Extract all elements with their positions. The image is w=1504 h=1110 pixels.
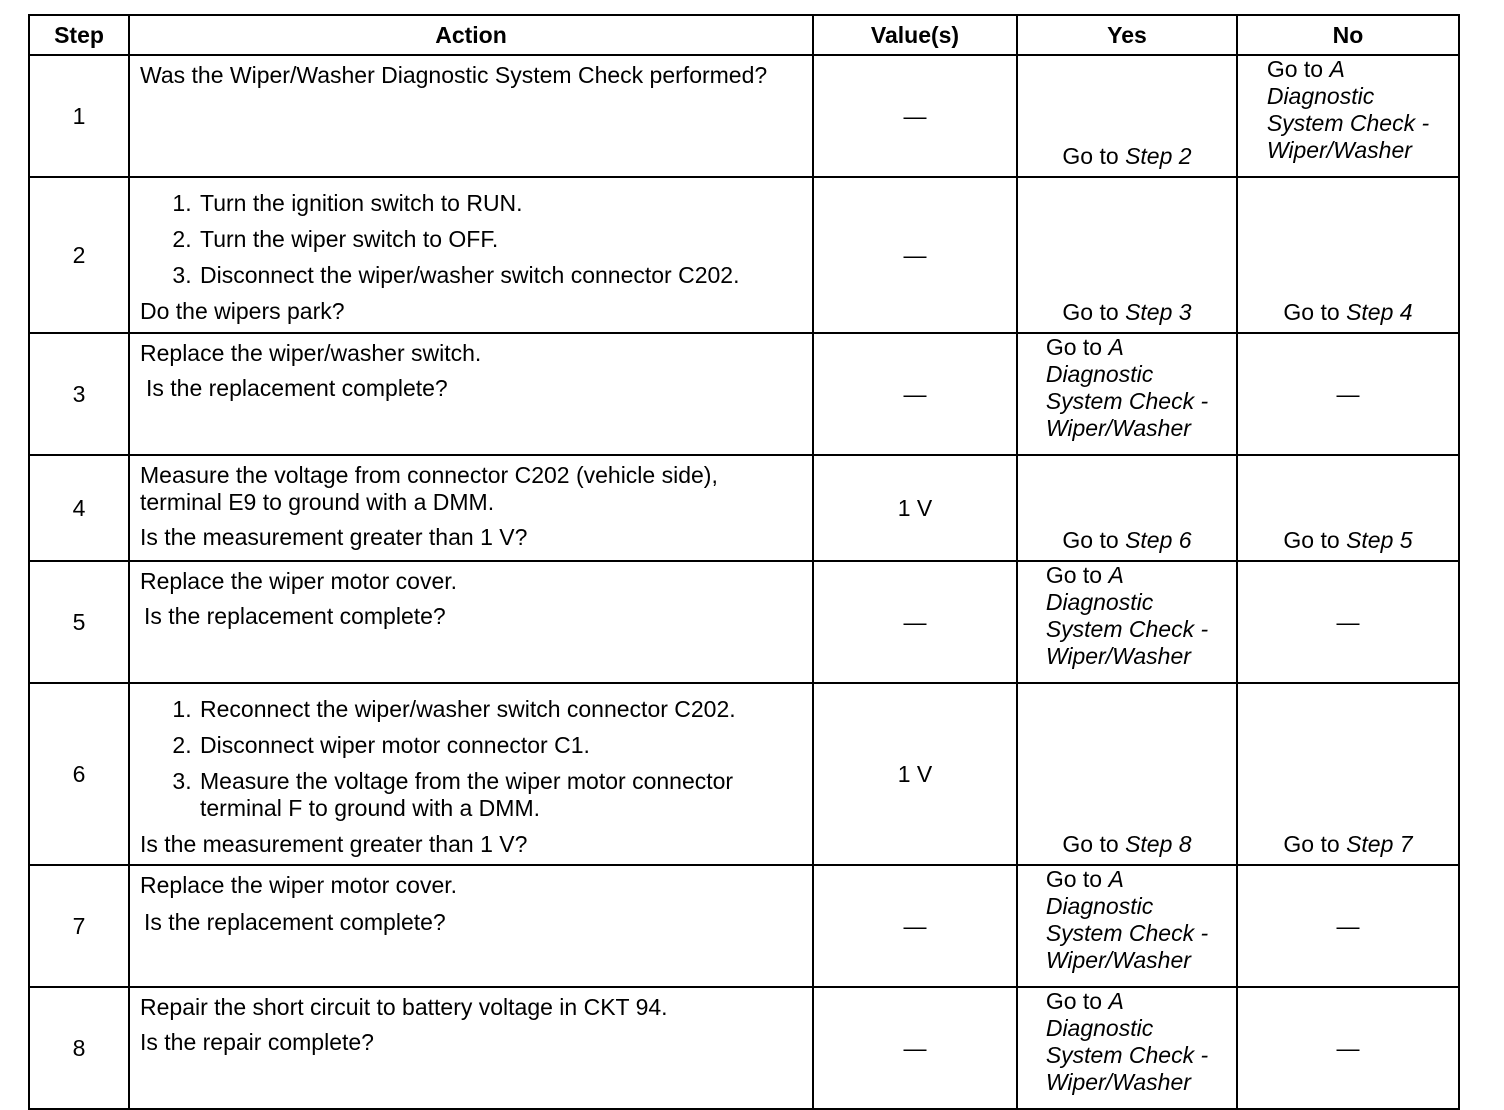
action-question: Is the replacement complete? bbox=[146, 375, 448, 401]
header-row bbox=[29, 15, 1459, 55]
action-cell bbox=[129, 561, 813, 683]
action-statement: Replace the wiper motor cover. bbox=[140, 872, 458, 898]
yes-link-diagnostic-check[interactable]: Go to A Diagnostic System Check - Wiper/Washer bbox=[1045, 988, 1209, 1095]
action-question: Is the repair complete? bbox=[140, 1029, 374, 1055]
diagnostic-table bbox=[28, 14, 1460, 1110]
value-cell: 1 V bbox=[813, 455, 1017, 561]
header-step: Step bbox=[29, 15, 129, 55]
action-question: Do the wipers park? bbox=[140, 298, 345, 324]
list-item: 2. Disconnect wiper motor connector C1. bbox=[198, 732, 802, 759]
no-link[interactable]: Go to Step 7 bbox=[1283, 831, 1413, 857]
yes-cell bbox=[1017, 561, 1237, 683]
action-cell bbox=[129, 455, 813, 561]
no-cell: — bbox=[1237, 865, 1459, 987]
step-number: 2 bbox=[29, 177, 129, 333]
step-number: 5 bbox=[29, 561, 129, 683]
yes-cell bbox=[1017, 683, 1237, 865]
yes-link[interactable]: Go to Step 2 bbox=[1062, 143, 1192, 169]
action-question: Is the measurement greater than 1 V? bbox=[140, 831, 528, 857]
step-number: 4 bbox=[29, 455, 129, 561]
value-cell: — bbox=[813, 865, 1017, 987]
action-steps-list bbox=[140, 190, 802, 289]
no-link[interactable]: Go to Step 4 bbox=[1283, 299, 1413, 325]
step-number: 7 bbox=[29, 865, 129, 987]
action-question: Is the replacement complete? bbox=[144, 603, 446, 629]
action-question: Is the replacement complete? bbox=[144, 909, 446, 935]
action-statement: Replace the wiper motor cover. bbox=[140, 568, 458, 594]
list-item: 2. Turn the wiper switch to OFF. bbox=[198, 226, 802, 253]
action-cell bbox=[129, 987, 813, 1109]
header-action: Action bbox=[129, 15, 813, 55]
table-row bbox=[29, 865, 1459, 987]
action-cell bbox=[129, 865, 813, 987]
no-cell: — bbox=[1237, 561, 1459, 683]
yes-link-diagnostic-check[interactable]: Go to A Diagnostic System Check - Wiper/Washer bbox=[1045, 866, 1209, 973]
action-question: Was the Wiper/Washer Diagnostic System Check performed? bbox=[140, 62, 768, 88]
value-cell: — bbox=[813, 177, 1017, 333]
yes-link[interactable]: Go to Step 6 bbox=[1062, 527, 1192, 553]
header-no: No bbox=[1237, 15, 1459, 55]
yes-cell bbox=[1017, 177, 1237, 333]
no-cell bbox=[1237, 177, 1459, 333]
action-cell bbox=[129, 683, 813, 865]
step-number: 6 bbox=[29, 683, 129, 865]
yes-link-diagnostic-check[interactable]: Go to A Diagnostic System Check - Wiper/Washer bbox=[1045, 334, 1209, 441]
action-statement: Measure the voltage from connector C202 (vehicle side), terminal E9 to ground with a DMM. bbox=[140, 462, 718, 515]
table-row bbox=[29, 683, 1459, 865]
action-cell bbox=[129, 177, 813, 333]
no-cell bbox=[1237, 455, 1459, 561]
header-yes: Yes bbox=[1017, 15, 1237, 55]
list-item: 1. Turn the ignition switch to RUN. bbox=[198, 190, 802, 217]
action-statement: Repair the short circuit to battery voltage in CKT 94. bbox=[140, 994, 668, 1020]
header-values: Value(s) bbox=[813, 15, 1017, 55]
table-row bbox=[29, 561, 1459, 683]
action-cell bbox=[129, 55, 813, 177]
no-cell: — bbox=[1237, 333, 1459, 455]
table-row bbox=[29, 987, 1459, 1109]
yes-cell bbox=[1017, 55, 1237, 177]
value-cell: 1 V bbox=[813, 683, 1017, 865]
yes-link[interactable]: Go to Step 3 bbox=[1062, 299, 1192, 325]
no-cell bbox=[1237, 55, 1459, 177]
list-item: 3. Disconnect the wiper/washer switch connector C202. bbox=[198, 262, 802, 289]
yes-cell bbox=[1017, 333, 1237, 455]
action-question: Is the measurement greater than 1 V? bbox=[140, 524, 528, 550]
list-item: 1. Reconnect the wiper/washer switch connector C202. bbox=[198, 696, 802, 723]
step-number: 3 bbox=[29, 333, 129, 455]
action-statement: Replace the wiper/washer switch. bbox=[140, 340, 482, 366]
value-cell: — bbox=[813, 987, 1017, 1109]
action-steps-list bbox=[140, 696, 802, 822]
yes-link[interactable]: Go to Step 8 bbox=[1062, 831, 1192, 857]
list-item: 3. Measure the voltage from the wiper motor connector terminal F to ground with a DMM. bbox=[198, 768, 802, 822]
value-cell: — bbox=[813, 333, 1017, 455]
yes-cell bbox=[1017, 455, 1237, 561]
yes-link-diagnostic-check[interactable]: Go to A Diagnostic System Check - Wiper/Washer bbox=[1045, 562, 1209, 669]
step-number: 8 bbox=[29, 987, 129, 1109]
value-cell: — bbox=[813, 55, 1017, 177]
table-row bbox=[29, 177, 1459, 333]
action-cell bbox=[129, 333, 813, 455]
yes-cell bbox=[1017, 865, 1237, 987]
value-cell: — bbox=[813, 561, 1017, 683]
table-row bbox=[29, 333, 1459, 455]
no-cell: — bbox=[1237, 987, 1459, 1109]
no-link-diagnostic-check[interactable]: Go to A Diagnostic System Check - Wiper/Washer bbox=[1266, 56, 1430, 163]
no-link[interactable]: Go to Step 5 bbox=[1283, 527, 1413, 553]
table-row bbox=[29, 455, 1459, 561]
no-cell bbox=[1237, 683, 1459, 865]
step-number: 1 bbox=[29, 55, 129, 177]
table-row bbox=[29, 55, 1459, 177]
yes-cell bbox=[1017, 987, 1237, 1109]
